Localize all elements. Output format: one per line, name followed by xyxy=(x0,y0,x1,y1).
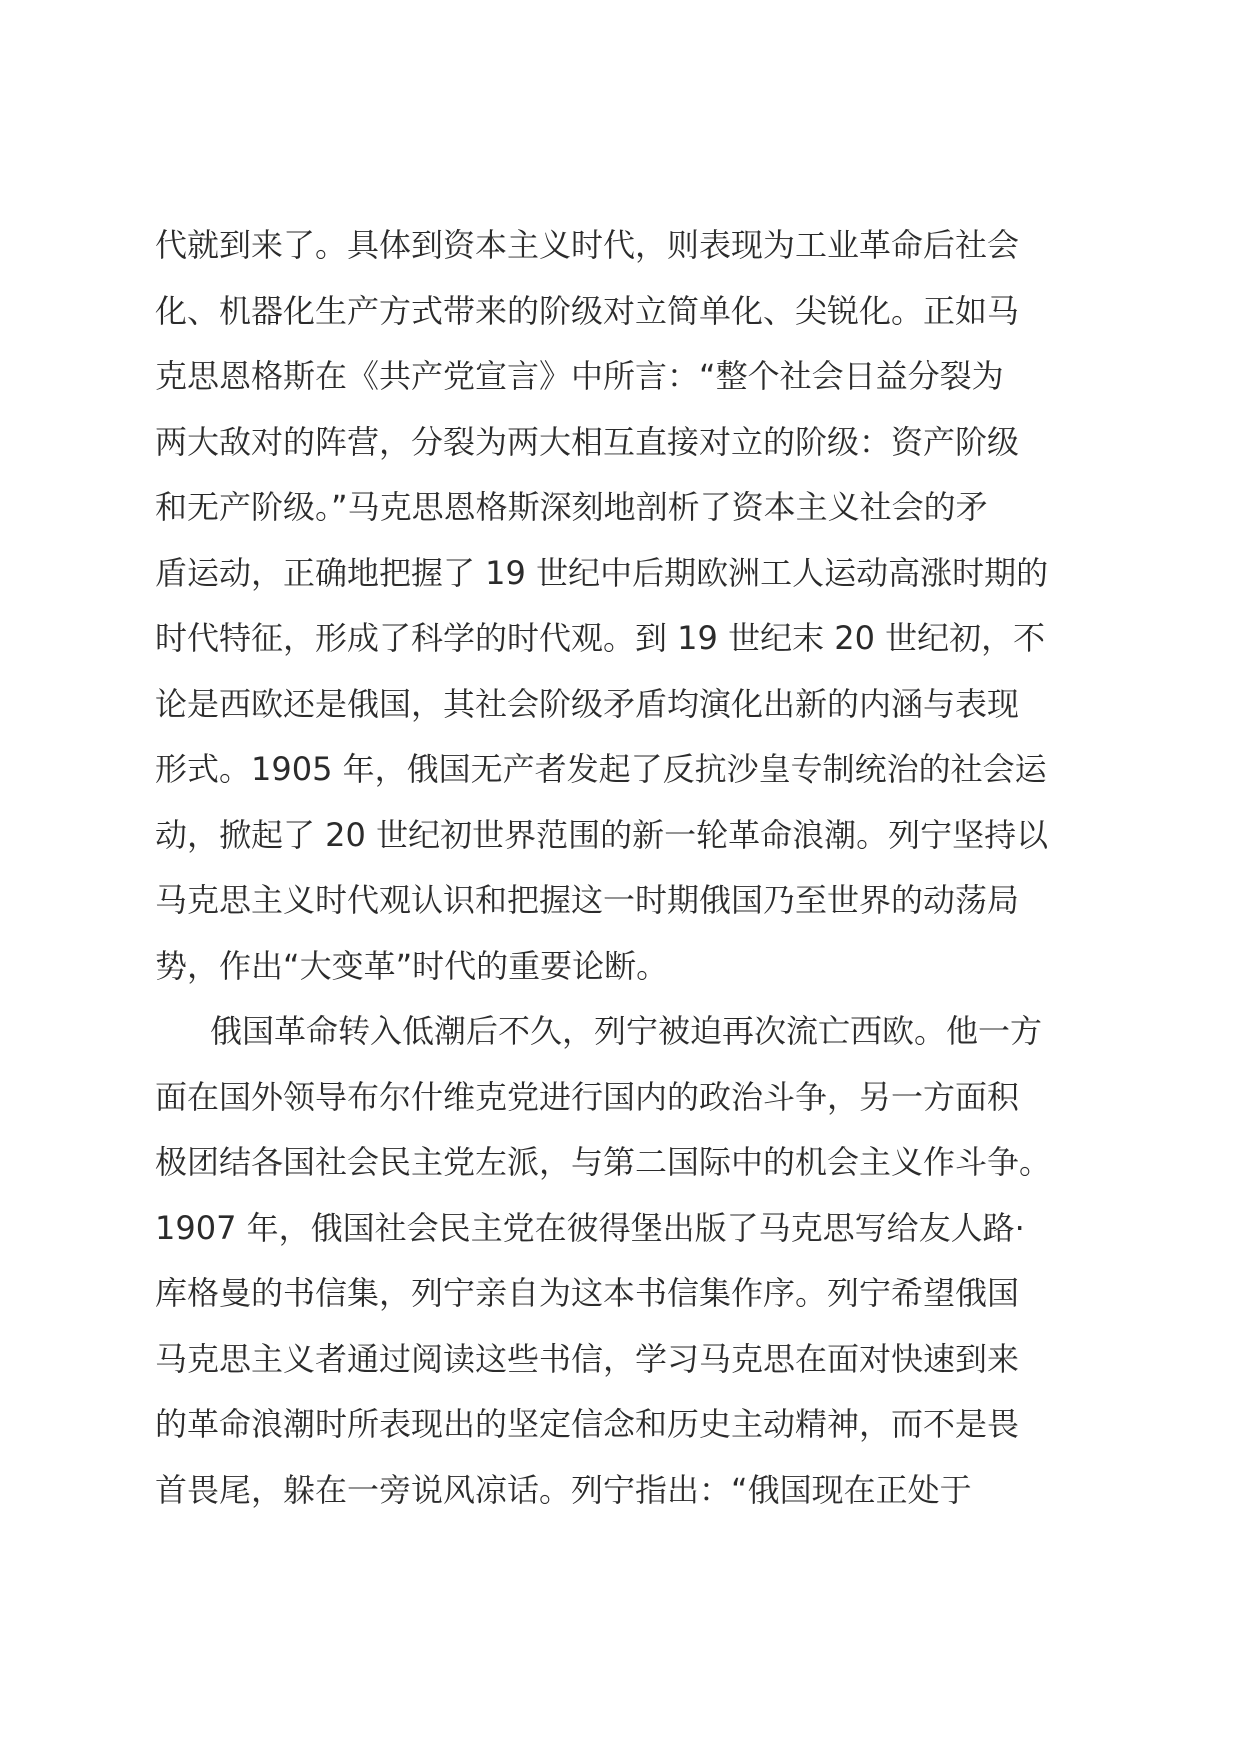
text-line: 时代特征，形成了科学的时代观。到 19 世纪末 20 世纪初，不 xyxy=(155,619,1046,657)
text-line: 代就到来了。具体到资本主义时代，则表现为工业革命后社会 xyxy=(155,226,1020,264)
text-line: 和无产阶级。”马克思恩格斯深刻地剖析了资本主义社会的矛 xyxy=(155,488,988,526)
text-line: 盾运动，正确地把握了 19 世纪中后期欧洲工人运动高涨时期的 xyxy=(155,553,1049,592)
text-line: 1907 年，俄国社会民主党在彼得堡出版了马克思写给友人路· xyxy=(155,1208,1025,1247)
text-line: 首畏尾，躲在一旁说风凉话。列宁指出：“俄国现在正处于 xyxy=(155,1470,972,1509)
text-line: 极团结各国社会民主党左派，与第二国际中的机会主义作斗争。 xyxy=(155,1143,1052,1181)
text-line: 化、机器化生产方式带来的阶级对立简单化、尖锐化。正如马 xyxy=(155,291,1020,330)
text-line: 马克思主义时代观认识和把握这一时期俄国乃至世界的动荡局 xyxy=(155,881,1020,919)
body-text xyxy=(155,213,1095,1523)
text-line: 势，作出“大变革”时代的重要论断。 xyxy=(155,946,669,985)
text-line: 库格曼的书信集，列宁亲自为这本书信集作序。列宁希望俄国 xyxy=(155,1274,1020,1312)
text-line: 两大敌对的阵营，分裂为两大相互直接对立的阶级：资产阶级 xyxy=(155,422,1020,461)
text-line: 动，掀起了 20 世纪初世界范围的新一轮革命浪潮。列宁坚持以 xyxy=(155,815,1049,854)
text-line: 马克思主义者通过阅读这些书信，学习马克思在面对快速到来 xyxy=(155,1339,1020,1378)
text-line: 克思恩格斯在《共产党宣言》中所言：“整个社会日益分裂为 xyxy=(155,357,1004,395)
paragraph-start-line: 俄国革命转入低潮后不久，列宁被迫再次流亡西欧。他一方 xyxy=(210,1012,1043,1050)
text-line: 形式。1905 年，俄国无产者发起了反抗沙皇专制统治的社会运 xyxy=(155,750,1047,788)
text-line: 面在国外领导布尔什维克党进行国内的政治斗争，另一方面积 xyxy=(155,1077,1020,1116)
text-line: 论是西欧还是俄国，其社会阶级矛盾均演化出新的内涵与表现 xyxy=(155,684,1020,723)
text-line: 的革命浪潮时所表现出的坚定信念和历史主动精神，而不是畏 xyxy=(155,1405,1020,1443)
